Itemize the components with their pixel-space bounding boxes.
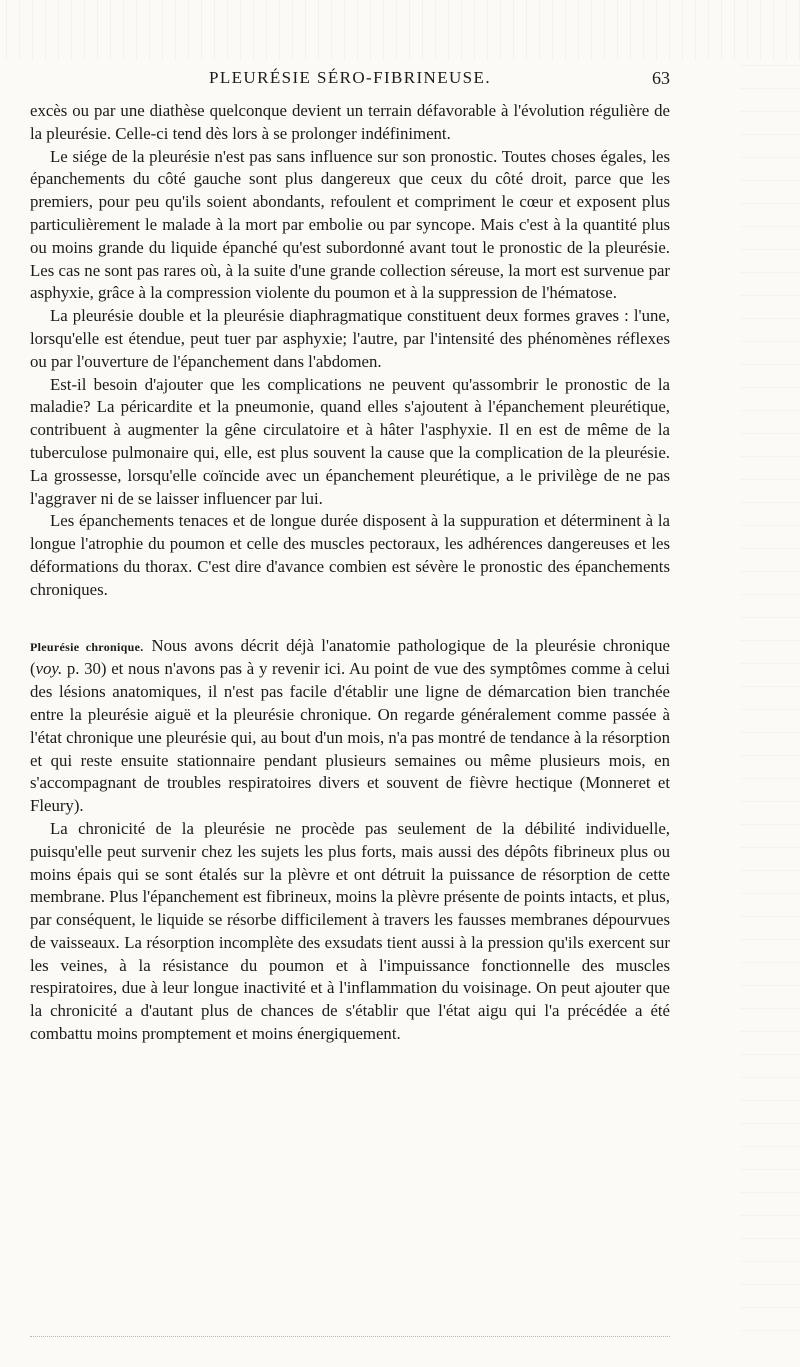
footer-dotted-rule (30, 1336, 670, 1337)
section-text-before-ref: Nous avons décrit déjà l'anatomie pathologique de la pleurésie chronique ( (30, 635, 671, 679)
paragraph: Le siége de la pleurésie n'est pas sans influence sur son pronostic. Toutes choses égales, les épanchements du côté gauche sont plus dangereux que ceux du côté droit, parce que les premiers, pour peu qu'ils soient abondants, refoulent et compriment le cœur et exposent plus particulièrement le malade à la mort par embolie ou par syncope. Mais c'est à la quantité plus ou moins grande du liquide épanché qu'est subordonné avant tout le pronostic de la pleurésie. Les cas ne sont pas rares où, à la suite d'une grande collection séreuse, la mort est survenue par asphyxie, grâce à la compression violente du poumon et à la suppression de l'hématose. (30, 146, 670, 303)
section-paragraph (30, 635, 670, 818)
page-number: 63 (652, 68, 670, 88)
section-spacer (30, 602, 670, 635)
section-title: Pleurésie chronique. (30, 639, 144, 654)
paragraph: Les épanchements tenaces et de longue durée disposent à la suppuration et déterminent à la longue l'atrophie du poumon et celle des muscles pectoraux, les adhérences dangereuses et les déformations du thorax. C'est dire d'avance combien est sévère le pronostic des épanchements chroniques. (30, 511, 670, 599)
paragraph: excès ou par une diathèse quelconque devient un terrain défavorable à l'évolution régulière de la pleurésie. Celle-ci tend dès lors à se prolonger indéfiniment. (30, 101, 670, 143)
paragraph: La chronicité de la pleurésie ne procède pas seulement de la débilité individuelle, puisqu'elle peut survenir chez les sujets les plus forts, mais aussi des dépôts fibrineux plus ou moins épais qui se sont étalés sur la plèvre et ont détruit la puissance de résorption de cette membrane. Plus l'épanchement est fibrineux, moins la plèvre présente de points intacts, et plus, par conséquent, le liquide se résorbe difficilement à travers les fausses membranes dépourvues de vaisseaux. La résorption incomplète des exsudats tient aussi à la pression qu'ils exercent sur les veines, à la résistance du poumon et à l'impuissance fonctionnelle des muscles respiratoires, due à leur longue inactivité et à l'inflammation du voisinage. On peut ajouter que la chronicité a d'autant plus de chances de s'établir que l'état aigu qui l'a précédée a été combattu moins promptement et moins énergiquement. (30, 818, 670, 1044)
running-title: PLEURÉSIE SÉRO-FIBRINEUSE. (209, 68, 491, 87)
scan-noise-right (740, 60, 800, 1340)
paragraph: La pleurésie double et la pleurésie diaphragmatique constituent deux formes graves : l'une, lorsqu'elle est étendue, peut tuer par asphyxie; l'autre, par l'intensité des phénomènes réflexes ou par l'ouverture de l'épanchement dans l'abdomen. (30, 306, 670, 371)
section-text-after-ref: p. 30) et nous n'avons pas à y revenir ici. Au point de vue des symptômes comme à celui des lésions anatomiques, il n'est pas facile d'établir une ligne de démarcation bien tranchée entre la pleurésie aiguë et la pleurésie chronique. On regarde généralement comme passée à l'état chronique une pleurésie qui, au bout d'un mois, n'a pas montré de tendance à la résorption et qui reste ensuite stationnaire pendant plusieurs semaines ou même plusieurs mois, en s'accompagnant de troubles respiratoires divers et souvent de fièvre hectique (Monneret et Fleury). (30, 659, 670, 816)
body-text (30, 100, 670, 1046)
reference-abbrev: voy. (35, 659, 63, 679)
page-header (30, 68, 670, 94)
scan-noise-top (0, 0, 800, 60)
paragraph: Est-il besoin d'ajouter que les complications ne peuvent qu'assombrir le pronostic de la maladie? La péricardite et la pneumonie, quand elles s'ajoutent à l'épanchement pleurétique, contribuent à augmenter la gêne circulatoire et à hâter l'asphyxie. Il en est de même de la tuberculose pulmonaire qui, elle, est plus souvent la cause que la complication de la pleurésie. La grossesse, lorsqu'elle coïncide avec un épanchement pleurétique, a le privilège de ne pas l'aggraver ni de se laisser influencer par lui. (30, 374, 670, 508)
